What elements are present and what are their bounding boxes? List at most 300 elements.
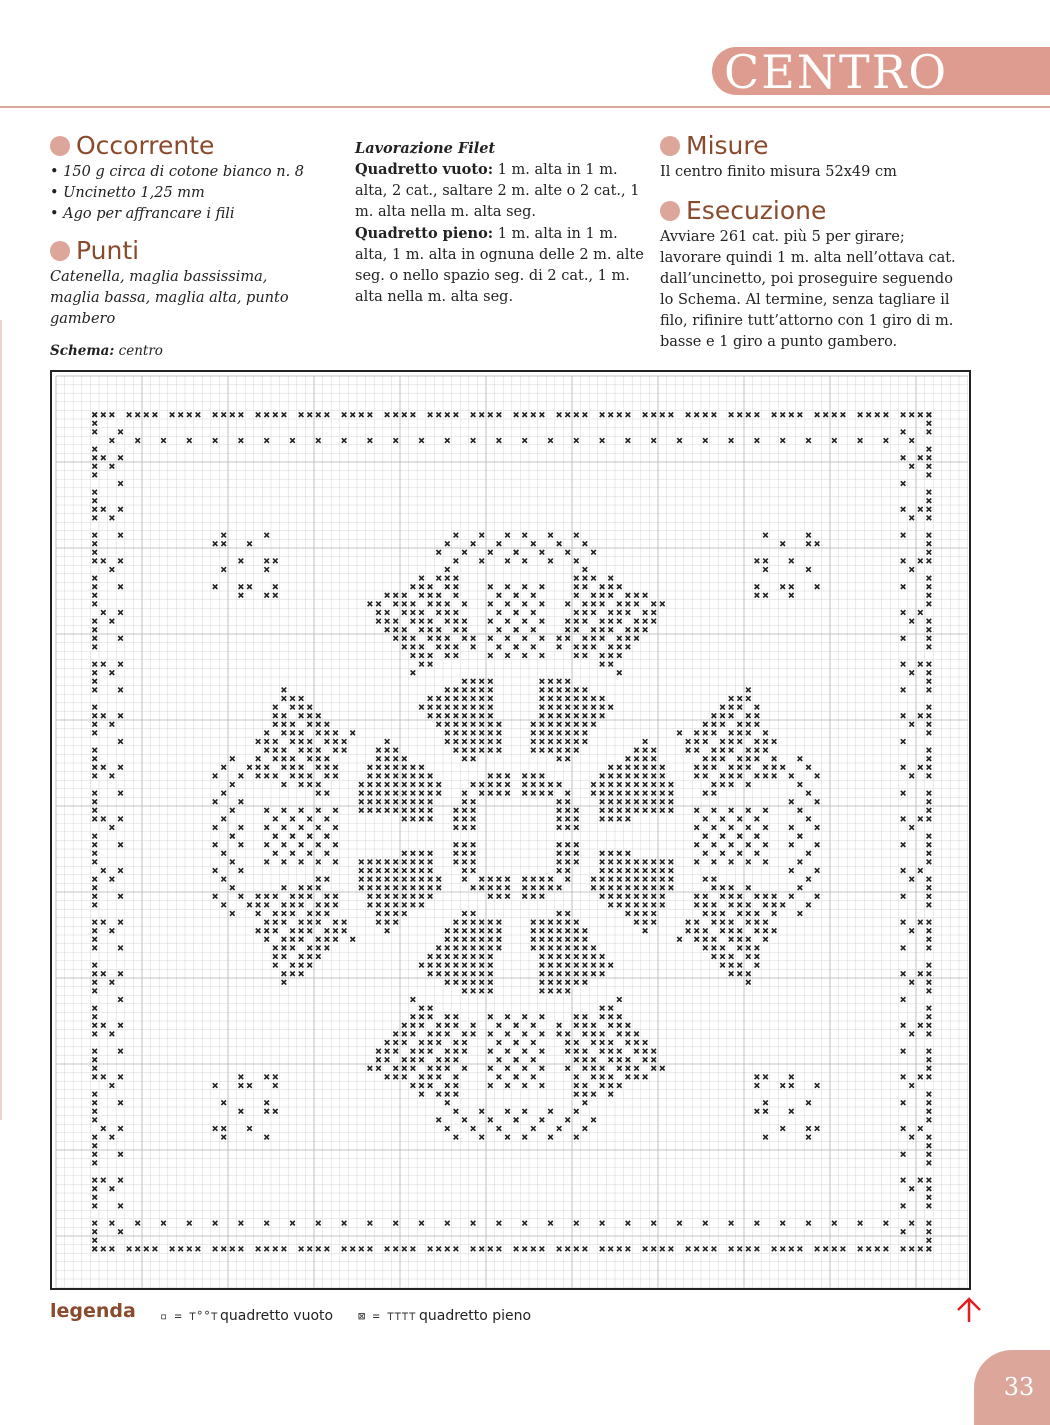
filled-square [282, 756, 287, 761]
filled-square [772, 894, 777, 899]
filled-square [445, 963, 450, 968]
filled-square [445, 1023, 450, 1028]
filled-square [574, 722, 579, 727]
filled-square [540, 619, 545, 624]
filled-square [583, 541, 588, 546]
filled-square [677, 1221, 682, 1226]
filled-square [651, 1066, 656, 1071]
filled-square [574, 731, 579, 736]
filled-square [565, 688, 570, 693]
filled-square [755, 1109, 760, 1114]
filled-square [574, 860, 579, 865]
filled-square [514, 1057, 519, 1062]
filled-square [411, 808, 416, 813]
filled-square [755, 1083, 760, 1088]
filled-square [239, 438, 244, 443]
filled-square [806, 438, 811, 443]
filled-square [617, 653, 622, 658]
filled-square [927, 507, 932, 512]
filled-square [909, 1135, 914, 1140]
filled-square [583, 963, 588, 968]
filled-square [720, 834, 725, 839]
filled-square [927, 627, 932, 632]
filled-square [626, 817, 631, 822]
filled-square [909, 877, 914, 882]
filled-square [462, 1049, 467, 1054]
filled-square [221, 765, 226, 770]
filled-square [92, 1118, 97, 1123]
filled-square [333, 860, 338, 865]
filled-square [746, 1247, 751, 1252]
filled-square [445, 576, 450, 581]
filled-square [565, 705, 570, 710]
filled-square [591, 610, 596, 615]
filled-square [307, 782, 312, 787]
arrow-up-icon[interactable] [954, 1296, 984, 1324]
filled-square [462, 713, 467, 718]
filled-square [651, 1247, 656, 1252]
filled-square [918, 1247, 923, 1252]
filled-square [402, 1032, 407, 1037]
filled-square [419, 791, 424, 796]
filled-square [239, 1083, 244, 1088]
filled-square [307, 851, 312, 856]
filled-square [479, 679, 484, 684]
filled-square [445, 645, 450, 650]
filled-square [436, 1023, 441, 1028]
filled-square [92, 1143, 97, 1148]
filled-square [462, 791, 467, 796]
filled-square [522, 412, 527, 417]
filled-square [901, 842, 906, 847]
filled-square [239, 559, 244, 564]
filled-square [462, 705, 467, 710]
filled-square [806, 541, 811, 546]
filled-square [316, 937, 321, 942]
filled-square [591, 782, 596, 787]
filled-square [574, 584, 579, 589]
filled-square [479, 791, 484, 796]
filled-square [264, 808, 269, 813]
filled-square [608, 868, 613, 873]
filled-square [92, 1229, 97, 1234]
filled-square [471, 412, 476, 417]
filled-square [471, 971, 476, 976]
filled-square [918, 713, 923, 718]
filled-square [763, 842, 768, 847]
filled-square [505, 619, 510, 624]
filled-square [737, 817, 742, 822]
filled-square [385, 610, 390, 615]
filled-square [488, 989, 493, 994]
filled-square [256, 903, 261, 908]
filled-square [557, 782, 562, 787]
filled-square [866, 412, 871, 417]
filled-square [368, 782, 373, 787]
filled-square [118, 868, 123, 873]
filled-square [299, 696, 304, 701]
filled-square [92, 713, 97, 718]
filled-square [557, 920, 562, 925]
filled-square [909, 1083, 914, 1088]
filled-square [479, 1135, 484, 1140]
filled-square [92, 1023, 97, 1028]
filled-square [454, 593, 459, 598]
filled-square [402, 799, 407, 804]
filled-square [686, 1247, 691, 1252]
filled-square [454, 696, 459, 701]
filled-square [118, 817, 123, 822]
filled-square [583, 705, 588, 710]
filled-square [720, 722, 725, 727]
filled-square [531, 774, 536, 779]
filled-square [479, 782, 484, 787]
filled-square [600, 653, 605, 658]
filled-square [901, 688, 906, 693]
filled-square [462, 799, 467, 804]
filled-square [583, 954, 588, 959]
filled-square [428, 808, 433, 813]
filled-square [264, 731, 269, 736]
filled-square [307, 894, 312, 899]
filled-square [462, 739, 467, 744]
filled-square [402, 817, 407, 822]
filled-square [703, 438, 708, 443]
filled-square [909, 774, 914, 779]
filled-square [342, 438, 347, 443]
filled-square [600, 851, 605, 856]
filled-square [488, 791, 493, 796]
filled-square [660, 412, 665, 417]
filled-square [471, 911, 476, 916]
filled-square [411, 860, 416, 865]
filled-square [230, 782, 235, 787]
filled-square [92, 498, 97, 503]
filled-square [600, 894, 605, 899]
filled-square [393, 748, 398, 753]
filled-square [92, 1247, 97, 1252]
filled-square [531, 1057, 536, 1062]
filled-square [651, 748, 656, 753]
filled-square [909, 670, 914, 675]
filled-square [428, 593, 433, 598]
filled-square [411, 1049, 416, 1054]
filled-square [428, 602, 433, 607]
filled-square [617, 997, 622, 1002]
filled-square [927, 989, 932, 994]
filled-square [385, 894, 390, 899]
filled-square [307, 705, 312, 710]
filled-square [548, 438, 553, 443]
filled-square [454, 576, 459, 581]
filled-square [927, 576, 932, 581]
filled-square [264, 920, 269, 925]
filled-square [101, 920, 106, 925]
filled-square [368, 903, 373, 908]
filled-square [411, 412, 416, 417]
filled-square [428, 971, 433, 976]
filled-square [617, 894, 622, 899]
filled-square [239, 799, 244, 804]
filled-square [419, 1057, 424, 1062]
filled-square [273, 963, 278, 968]
filled-square [746, 946, 751, 951]
filled-square [359, 808, 364, 813]
filled-square [454, 731, 459, 736]
filled-square [325, 791, 330, 796]
filled-square [445, 653, 450, 658]
filled-square [531, 1126, 536, 1131]
filled-square [213, 842, 218, 847]
filled-square [737, 911, 742, 916]
filled-square [393, 920, 398, 925]
filled-square [221, 1126, 226, 1131]
filled-square [428, 412, 433, 417]
filled-square [445, 1221, 450, 1226]
filled-square [694, 920, 699, 925]
filled-square [729, 903, 734, 908]
filled-square [445, 584, 450, 589]
filled-square [901, 1178, 906, 1183]
filled-square [497, 541, 502, 546]
filled-square [471, 679, 476, 684]
filled-square [565, 842, 570, 847]
filled-square [471, 782, 476, 787]
filled-square [118, 1075, 123, 1080]
filled-square [393, 782, 398, 787]
filled-square [488, 980, 493, 985]
filled-square [299, 971, 304, 976]
filled-square [402, 1066, 407, 1071]
filled-square [273, 954, 278, 959]
filled-square [92, 455, 97, 460]
filled-square [712, 722, 717, 727]
filled-square [419, 765, 424, 770]
filled-square [230, 911, 235, 916]
filled-square [92, 619, 97, 624]
filled-square [479, 946, 484, 951]
filled-square [264, 894, 269, 899]
filled-square [273, 593, 278, 598]
filled-square [419, 877, 424, 882]
filled-square [462, 860, 467, 865]
filled-square [703, 946, 708, 951]
page-title: CENTRO [724, 45, 949, 99]
filled-square [385, 799, 390, 804]
filled-square [643, 1075, 648, 1080]
filled-square [643, 1040, 648, 1045]
filled-square [884, 438, 889, 443]
filled-square [626, 903, 631, 908]
filled-square [92, 885, 97, 890]
filled-square [264, 774, 269, 779]
filled-square [557, 980, 562, 985]
filled-square [479, 989, 484, 994]
filled-square [643, 885, 648, 890]
filled-square [608, 799, 613, 804]
filled-square [402, 593, 407, 598]
filled-square [256, 765, 261, 770]
filled-square [368, 1247, 373, 1252]
filled-square [729, 731, 734, 736]
filled-square [540, 774, 545, 779]
filled-square [574, 645, 579, 650]
filled-square [703, 765, 708, 770]
filled-square [565, 696, 570, 701]
filled-square [815, 412, 820, 417]
filled-square [540, 722, 545, 727]
filled-square [110, 1083, 115, 1088]
filled-square [789, 1083, 794, 1088]
filled-square [411, 997, 416, 1002]
filled-square [703, 1247, 708, 1252]
filled-square [350, 731, 355, 736]
filled-square [118, 1049, 123, 1054]
filled-square [557, 946, 562, 951]
filled-square [445, 541, 450, 546]
filled-square [359, 877, 364, 882]
filled-square [600, 1221, 605, 1226]
filled-square [428, 860, 433, 865]
filled-square [557, 851, 562, 856]
filled-square [798, 834, 803, 839]
filled-square [436, 963, 441, 968]
filled-square [402, 868, 407, 873]
filled-square [557, 645, 562, 650]
filled-square [600, 868, 605, 873]
filled-square [574, 1083, 579, 1088]
filled-square [436, 1066, 441, 1071]
filled-square [737, 928, 742, 933]
filled-square [720, 911, 725, 916]
filled-square [755, 817, 760, 822]
filled-square [325, 894, 330, 899]
filled-square [909, 722, 914, 727]
filled-square [101, 662, 106, 667]
filled-square [548, 722, 553, 727]
occorrente-list [50, 162, 340, 225]
filled-square [462, 911, 467, 916]
filled-square [789, 868, 794, 873]
filled-square [118, 584, 123, 589]
filled-square [454, 627, 459, 632]
filled-square [239, 584, 244, 589]
bullet-icon [50, 241, 70, 261]
filled-square [393, 602, 398, 607]
filled-square [763, 1075, 768, 1080]
filled-square [651, 765, 656, 770]
filled-square [462, 696, 467, 701]
filled-square [703, 1221, 708, 1226]
filled-square [92, 490, 97, 495]
filled-square [333, 808, 338, 813]
filled-square [557, 868, 562, 873]
filled-square [307, 817, 312, 822]
filled-square [419, 576, 424, 581]
filled-square [600, 817, 605, 822]
filled-square [669, 782, 674, 787]
filled-square [273, 851, 278, 856]
filled-square [746, 920, 751, 925]
filled-square [436, 602, 441, 607]
filled-square [651, 602, 656, 607]
filled-square [651, 782, 656, 787]
filled-square [127, 1247, 132, 1252]
filled-square [548, 971, 553, 976]
filled-square [634, 593, 639, 598]
filled-square [239, 593, 244, 598]
filled-square [282, 722, 287, 727]
filled-square [333, 920, 338, 925]
filled-square [712, 765, 717, 770]
filled-square [488, 602, 493, 607]
filled-square [548, 954, 553, 959]
filled-square [118, 894, 123, 899]
filled-square [419, 1221, 424, 1226]
filled-square [445, 731, 450, 736]
filled-square [694, 928, 699, 933]
filled-square [746, 696, 751, 701]
filled-square [600, 1032, 605, 1037]
filled-square [436, 412, 441, 417]
filled-square [755, 1075, 760, 1080]
filled-square [557, 688, 562, 693]
filled-square [428, 1006, 433, 1011]
filled-square [557, 817, 562, 822]
filled-square [626, 885, 631, 890]
filled-square [574, 825, 579, 830]
filled-square [694, 774, 699, 779]
filled-square [505, 636, 510, 641]
filled-square [540, 1032, 545, 1037]
filled-square [514, 1118, 519, 1123]
filled-square [428, 584, 433, 589]
filled-square [712, 713, 717, 718]
filled-square [901, 1152, 906, 1157]
filled-square [282, 946, 287, 951]
filled-square [591, 593, 596, 598]
filled-square [497, 1247, 502, 1252]
filled-square [531, 610, 536, 615]
filled-square [256, 911, 261, 916]
filled-square [634, 894, 639, 899]
filled-square [436, 971, 441, 976]
filled-square [591, 1092, 596, 1097]
filled-square [608, 1075, 613, 1080]
filled-square [411, 782, 416, 787]
filled-square [591, 1023, 596, 1028]
filled-square [901, 584, 906, 589]
filled-square [651, 610, 656, 615]
filled-square [737, 894, 742, 899]
filled-square [316, 877, 321, 882]
filled-square [92, 1014, 97, 1019]
filled-square [557, 541, 562, 546]
filled-square [479, 748, 484, 753]
filled-square [290, 705, 295, 710]
filled-square [402, 903, 407, 908]
filled-square [402, 412, 407, 417]
filled-square [101, 817, 106, 822]
filled-square [290, 963, 295, 968]
filled-square [505, 584, 510, 589]
filled-square [548, 928, 553, 933]
filled-square [488, 619, 493, 624]
filled-square [471, 541, 476, 546]
filled-square [703, 731, 708, 736]
filled-square [462, 722, 467, 727]
filled-square [548, 877, 553, 882]
